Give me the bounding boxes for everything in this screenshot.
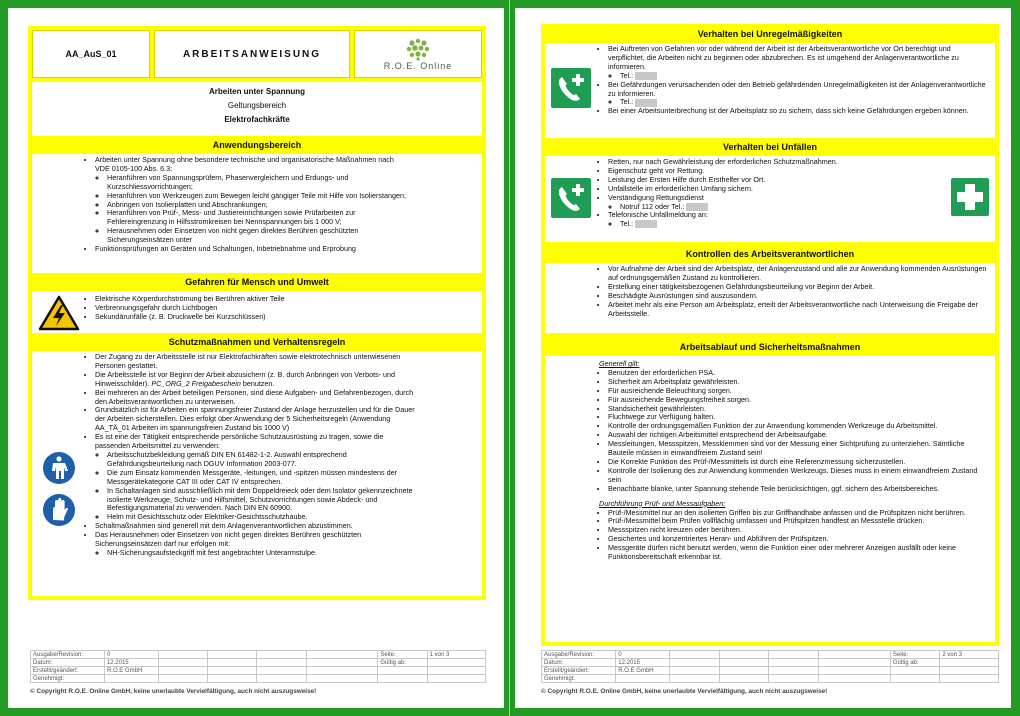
list-item: • Es ist eine der Tätigkeit entsprechende persönliche Schutzausrüstung zu tragen, sowie die passenden Arbeitsmittel zu verwenden:	[95, 433, 416, 451]
footer-cell: R.O.E GmbH	[616, 667, 670, 675]
footer-cell	[306, 667, 378, 675]
list-item: • Funktionsprüfungen an Geräten und Schaltungen, Inbetriebnahme und Erprobung	[95, 245, 408, 254]
list-item: • Bei einer Arbeitsunterbrechung ist der Arbeitsplatz so zu sichern, dass sich keine Gefährdungen ergeben können.	[608, 107, 989, 116]
list-item: ◦ Heranführen von Werkzeugen zum Bewegen leicht gängiger Teile mit Hilfe von Isolierstangen;	[107, 192, 408, 201]
list-item: • Sicherheit am Arbeitsplatz gewährleisten.	[608, 378, 989, 387]
footer-cell	[616, 675, 670, 683]
list-item: • Benachbarte blanke, unter Spannung stehende Teile berücksichtigen, ggf. sichern des Arbeitsbereiches.	[608, 485, 989, 494]
footer-cell	[769, 659, 819, 667]
footer-cell	[818, 651, 890, 659]
list-item: • Kontrolle der Isolierung des zur Anwendung kommenden Werkzeugs. Dieses muss in einem einwandfreiem Zustand sein	[608, 467, 989, 485]
list-item: ◦ In Schaltanlagen sind ausschließlich mit dem Doppeldreieck oder dem Isolator gekennzeichnete isolierte Werkzeuge, Schutz- und Hilfsmittel, Schutzvorrichtungen sowie Abdeck- und Befestigungsmaterial zu verwenden. Nach DIN EN 60900.	[107, 487, 416, 514]
page-separator	[509, 0, 510, 716]
list-item: • Telefonische Unfallmeldung an:	[608, 211, 939, 220]
document-page-1	[8, 8, 504, 708]
section-header-anwendungsbereich: Anwendungsbereich	[212, 140, 302, 150]
footer-cell	[818, 667, 890, 675]
list-item: • Leistung der Ersten Hilfe durch Ersthelfer vor Ort.	[608, 176, 939, 185]
section-body-unregelmaessigkeiten	[545, 43, 995, 138]
footer-cell	[769, 667, 819, 675]
footer-cell	[257, 675, 306, 683]
list-item: • Prüf-/Messmittel beim Prüfen vollflächig umfassen und Prüfspitzen handfest an Messstelle drücken.	[608, 517, 989, 526]
list-item: • Beschädigte Ausrüstungen sind auszusondern.	[608, 292, 989, 301]
list-item: • Sekundärunfälle (z. B. Druckwelle bei Kurzschlüssen)	[95, 313, 466, 322]
list-item: ◦ Tel.:	[620, 72, 989, 81]
list-item: • Verständigung Rettungsdienst	[608, 194, 939, 203]
section-header-schutzmassnahmen: Schutzmaßnahmen und Verhaltensregeln	[168, 337, 346, 347]
footer-cell: Gültig ab:	[378, 659, 427, 667]
footer-cell	[890, 675, 940, 683]
footer-cell	[158, 651, 207, 659]
subheading-pruefung: Durchführung Prüf- und Messaufgaben:	[599, 498, 726, 508]
list-item: • Vor Aufnahme der Arbeit sind der Arbeitsplatz, der Anlagenzustand und alle zur Anwendung kommenden Ausrüstungen auf ordnungsgemäßen Zustand zu kontrollieren.	[608, 265, 989, 283]
footer-cell	[257, 667, 306, 675]
footer-cell	[208, 667, 257, 675]
footer-cell: 12.2015	[616, 659, 670, 667]
footer-cell	[378, 675, 427, 683]
list-item: ◦ NH-Sicherungsaufsteckgriff mit fest angebrachter Unterarmstulpe.	[107, 549, 416, 558]
footer-cell	[818, 675, 890, 683]
footer-cell: Erstellt/geändert:	[31, 667, 105, 675]
footer-cell	[719, 651, 769, 659]
footer-cell: 2 von 3	[940, 651, 999, 659]
footer-cell	[208, 675, 257, 683]
footer-cell	[104, 675, 158, 683]
list-item: ◦ Arbeitsschutzbekleidung gemäß DIN EN 61482-1-2. Auswahl entsprechend Gefährdungsbeurteilung nach DGUV Information 2003-077.	[107, 451, 416, 469]
footer-cell: 0	[104, 651, 158, 659]
section-body-kontrollen	[545, 263, 995, 333]
footer-cell: Genehmigt:	[542, 675, 616, 683]
list-item: • Erstellung einer tätigkeitsbezogenen Gefährdungsbeurteilung vor Beginn der Arbeit.	[608, 283, 989, 292]
list-item: • Fluchtwege zur Verfügung halten.	[608, 413, 989, 422]
list-item: ◦ Die zum Einsatz kommenden Messgeräte, -leitungen, und -spitzen müssen mindestens der Messgerätekategorie CAT III oder CAT IV entsprechen.	[107, 469, 416, 487]
company-logo	[354, 30, 482, 78]
footer-cell	[769, 651, 819, 659]
footer-table	[541, 650, 999, 683]
list-item: • Unfallstelle im erforderlichen Umfang sichern.	[608, 185, 939, 194]
footer-cell: Seite:	[378, 651, 427, 659]
section-header-kontrollen: Kontrollen des Arbeitsverantwortlichen	[685, 249, 855, 259]
doc-code: AA_AuS_01	[32, 30, 150, 78]
footer-cell	[306, 675, 378, 683]
list-item: ◦ Heranführen von Prüf-, Mess- und Justiereinrichtungen sowie Prüfarbeiten zur Fehlereingrenzung in Hilfsstromkreisen bei Nennspannungen bis 1 000 V;	[107, 209, 408, 227]
footer-cell	[257, 659, 306, 667]
list-item: • Elektrische Körperdurchströmung bei Berühren aktiver Teile	[95, 295, 466, 304]
footer-cell	[670, 667, 720, 675]
footer-cell	[940, 659, 999, 667]
footer-cell	[427, 675, 485, 683]
list-item: • Messgeräte dürfen nicht benutzt werden, wenn die Funktion einer oder mehrerer Anzeigen ausfällt oder keine Funktionsbereitschaft erkennbar ist.	[608, 544, 989, 562]
footer-cell	[719, 667, 769, 675]
list-item: • Schaltmaßnahmen sind generell mit dem Anlagenverantwortlichen abzustimmen.	[95, 522, 416, 531]
footer-cell	[427, 667, 485, 675]
list-item: • Kontrolle der ordnungsgemäßen Funktion der zur Anwendung kommenden Werkzeuge du Arbeitsmittel.	[608, 422, 989, 431]
section-header-unfaelle: Verhalten bei Unfällen	[722, 142, 818, 152]
list-item: • Die Korrekte Funktion des Prüf-/Messmittels ist durch eine Referenzmessung sicherzustellen.	[608, 458, 989, 467]
footer-cell	[427, 659, 485, 667]
list-item: ◦ Notruf 112 oder Tel.:	[620, 203, 939, 212]
section-body-gefahren	[32, 291, 482, 333]
doc-title: Arbeiten unter Spannung	[209, 87, 305, 96]
footer-cell: Ausgabe/Revision:	[31, 651, 105, 659]
list-item: • Arbeiten unter Spannung ohne besondere technische und organisatorische Maßnahmen nach VDE 0105-100 Abs. 6.3:	[95, 156, 408, 174]
footer-cell	[208, 659, 257, 667]
list-item: • Gesichertes und konzentriertes Heran- und Abführen der Prüfspitzen.	[608, 535, 989, 544]
section-header-gefahren: Gefahren für Mensch und Umwelt	[185, 277, 329, 287]
list-item: • Die Arbeitsstelle ist vor Beginn der Arbeit abzusichern (z. B. durch Anbringen von Verbots- und Hinweisschilder). PC_ORG_2 Freigabeschein benutzen.	[95, 371, 416, 389]
first-aid-icon	[951, 178, 989, 216]
footer-cell: Seite:	[890, 651, 940, 659]
footer-cell	[158, 667, 207, 675]
list-item: • Der Zugang zu der Arbeitsstelle ist nur Elektrofachkräften sowie elektrotechnisch unterwiesenen Personen gestattet.	[95, 353, 416, 371]
logo-text: R.O.E. Online	[383, 61, 453, 71]
subheading-generell: Generell gilt:	[599, 359, 640, 368]
footer-cell: Genehmigt:	[31, 675, 105, 683]
footer-cell	[670, 659, 720, 667]
footer-cell	[257, 651, 306, 659]
section-body-schutzmassnahmen	[32, 351, 482, 596]
copyright-notice: © Copyright R.O.E. Online GmbH, keine unerlaubte Vervielfältigung, auch nicht auszugsweise!	[30, 688, 317, 695]
list-item: • Arbeitet mehr als eine Person am Arbeitsplatz, erteilt der Arbeitsverantwortliche nach Unterweisung die Freigabe der Arbeitsstelle.	[608, 301, 989, 319]
list-item: • Messspitzen nicht kreuzen oder berühren.	[608, 526, 989, 535]
list-item: • Benutzen der erforderlichen PSA.	[608, 369, 989, 378]
footer-cell: R.O.E GmbH	[104, 667, 158, 675]
section-header-unregelmaessigkeiten: Verhalten bei Unregelmäßigkeiten	[697, 29, 843, 39]
footer-cell: 1 von 3	[427, 651, 485, 659]
footer-cell	[378, 667, 427, 675]
list-item: • Eigenschutz geht vor Rettung.	[608, 167, 939, 176]
list-item: • Verbrennungsgefahr durch Lichtbogen	[95, 304, 466, 313]
list-item: ◦ Anbringen von Isolierplatten und Abschrankungen;	[107, 201, 408, 210]
section-body-arbeitsablauf	[545, 356, 995, 642]
list-item: ◦ Heranführen von Spannungsprüfern, Phasenvergleichern und Erdungs- und Kurzschliessvorrichtungen;	[107, 174, 408, 192]
protective-gloves-icon	[42, 493, 76, 527]
logo-dots-icon	[398, 37, 438, 61]
footer-cell	[890, 667, 940, 675]
footer-cell	[719, 659, 769, 667]
doc-type: ARBEITSANWEISUNG	[154, 30, 350, 78]
protective-clothing-icon	[42, 451, 76, 485]
list-item: • Auswahl der richtigen Arbeitsmittel entsprechend der Arbeitsaufgabe.	[608, 431, 989, 440]
list-item: • Für ausreichende Bewegungsfreiheit sorgen.	[608, 396, 989, 405]
electrical-hazard-icon	[38, 295, 80, 331]
footer-cell: Datum:	[31, 659, 105, 667]
list-item: • Retten, nur nach Gewährleistung der erforderlichen Schutzmaßnahmen.	[608, 158, 939, 167]
list-item: • Bei Gefährdungen verursachenden oder den Betrieb gefährdenden Unregelmäßigkeiten ist der Anlagenverantwortliche zu informieren.	[608, 81, 989, 99]
list-item: • Das Herausnehmen oder Einsetzen von nicht gegen direktes Berühren geschützten Sicherungseinsätzen darf nur erfolgen mit:	[95, 531, 416, 549]
list-item: ◦ Tel.:	[620, 220, 939, 229]
footer-cell	[769, 675, 819, 683]
section-header-arbeitsablauf: Arbeitsablauf und Sicherheitsmaßnahmen	[679, 342, 861, 352]
list-item: • Grundsätzlich ist für Arbeiten ein spannungsfreier Zustand der Anlage herzustellen und für die Dauer der Arbeiten sicherstellen. Dies erfolgt über Anwendung der 5 Sicherheitsregeln (Anwendung AA_TÄ_01 Arbeiten im spannungsfreien Zustand bis 1000 V)	[95, 406, 416, 433]
list-item: ◦ Tel.:	[620, 98, 989, 107]
footer-cell: 0	[616, 651, 670, 659]
list-item: • Bei mehreren an der Arbeit beteiligen Personen, sind diese Aufgaben- und Gefahrenbezogen, durch den Arbeitsverantwortlichen zu unterweisen.	[95, 389, 416, 407]
list-item: • Für ausreichende Beleuchtung sorgen.	[608, 387, 989, 396]
list-item: • Bei Auftreten von Gefahren vor oder während der Arbeit ist der Arbeitsverantwortliche vor Ort berechtigt und verpflichtet, die Arbeiten nicht zu beginnen oder abzubrechen. Es ist umgehend der Anlagenverantwortliche zu informieren.	[608, 45, 989, 72]
footer-cell	[670, 675, 720, 683]
title-panel	[32, 82, 482, 136]
emergency-phone-icon	[551, 68, 591, 108]
footer-cell	[158, 659, 207, 667]
footer-cell	[719, 675, 769, 683]
footer-cell: 12.2015	[104, 659, 158, 667]
footer-cell	[208, 651, 257, 659]
copyright-notice: © Copyright R.O.E. Online GmbH, keine unerlaubte Vervielfältigung, auch nicht auszugsweise!	[541, 688, 828, 695]
list-item: ◦ Herausnehmen oder Einsetzen von nicht gegen direktes Berühren geschützten Sicherungseinsätzen unter	[107, 227, 408, 245]
footer-cell	[158, 675, 207, 683]
list-item: • Prüf-/Messmittel nur an den isolierten Griffen bis zur Griffhandhabe anfassen und die Prüfspitzen nicht berühren.	[608, 509, 989, 518]
list-item: • Messleitungen, Messspitzen, Messklemmen sind vor der Messung einer Sichtprüfung zu unterziehen. Sämtliche Bauteile müssen in einwandfreiem Zustand sein!	[608, 440, 989, 458]
footer-cell	[306, 659, 378, 667]
emergency-phone-icon	[551, 178, 591, 218]
section-body-anwendungsbereich	[32, 154, 482, 273]
footer-cell: Datum:	[542, 659, 616, 667]
yellow-frame	[541, 24, 999, 646]
list-item: ◦ Helm mit Gesichtsschutz oder Elektriker-Gesichtsschutzhaube.	[107, 513, 416, 522]
footer-cell	[306, 651, 378, 659]
scope-value: Elektrofachkräfte	[224, 115, 290, 124]
footer-cell: Erstellt/geändert:	[542, 667, 616, 675]
footer-cell	[940, 675, 999, 683]
footer-cell: Gültig ab:	[890, 659, 940, 667]
footer-table	[30, 650, 486, 683]
footer-cell: Ausgabe/Revision:	[542, 651, 616, 659]
footer-cell	[670, 651, 720, 659]
section-body-unfaelle	[545, 156, 995, 242]
footer-cell	[818, 659, 890, 667]
yellow-frame	[28, 26, 486, 600]
scope-label: Geltungsbereich	[227, 101, 287, 110]
list-item: • Standsicherheit gewährleisten.	[608, 405, 989, 414]
document-page-2	[515, 8, 1011, 708]
footer-cell	[940, 667, 999, 675]
